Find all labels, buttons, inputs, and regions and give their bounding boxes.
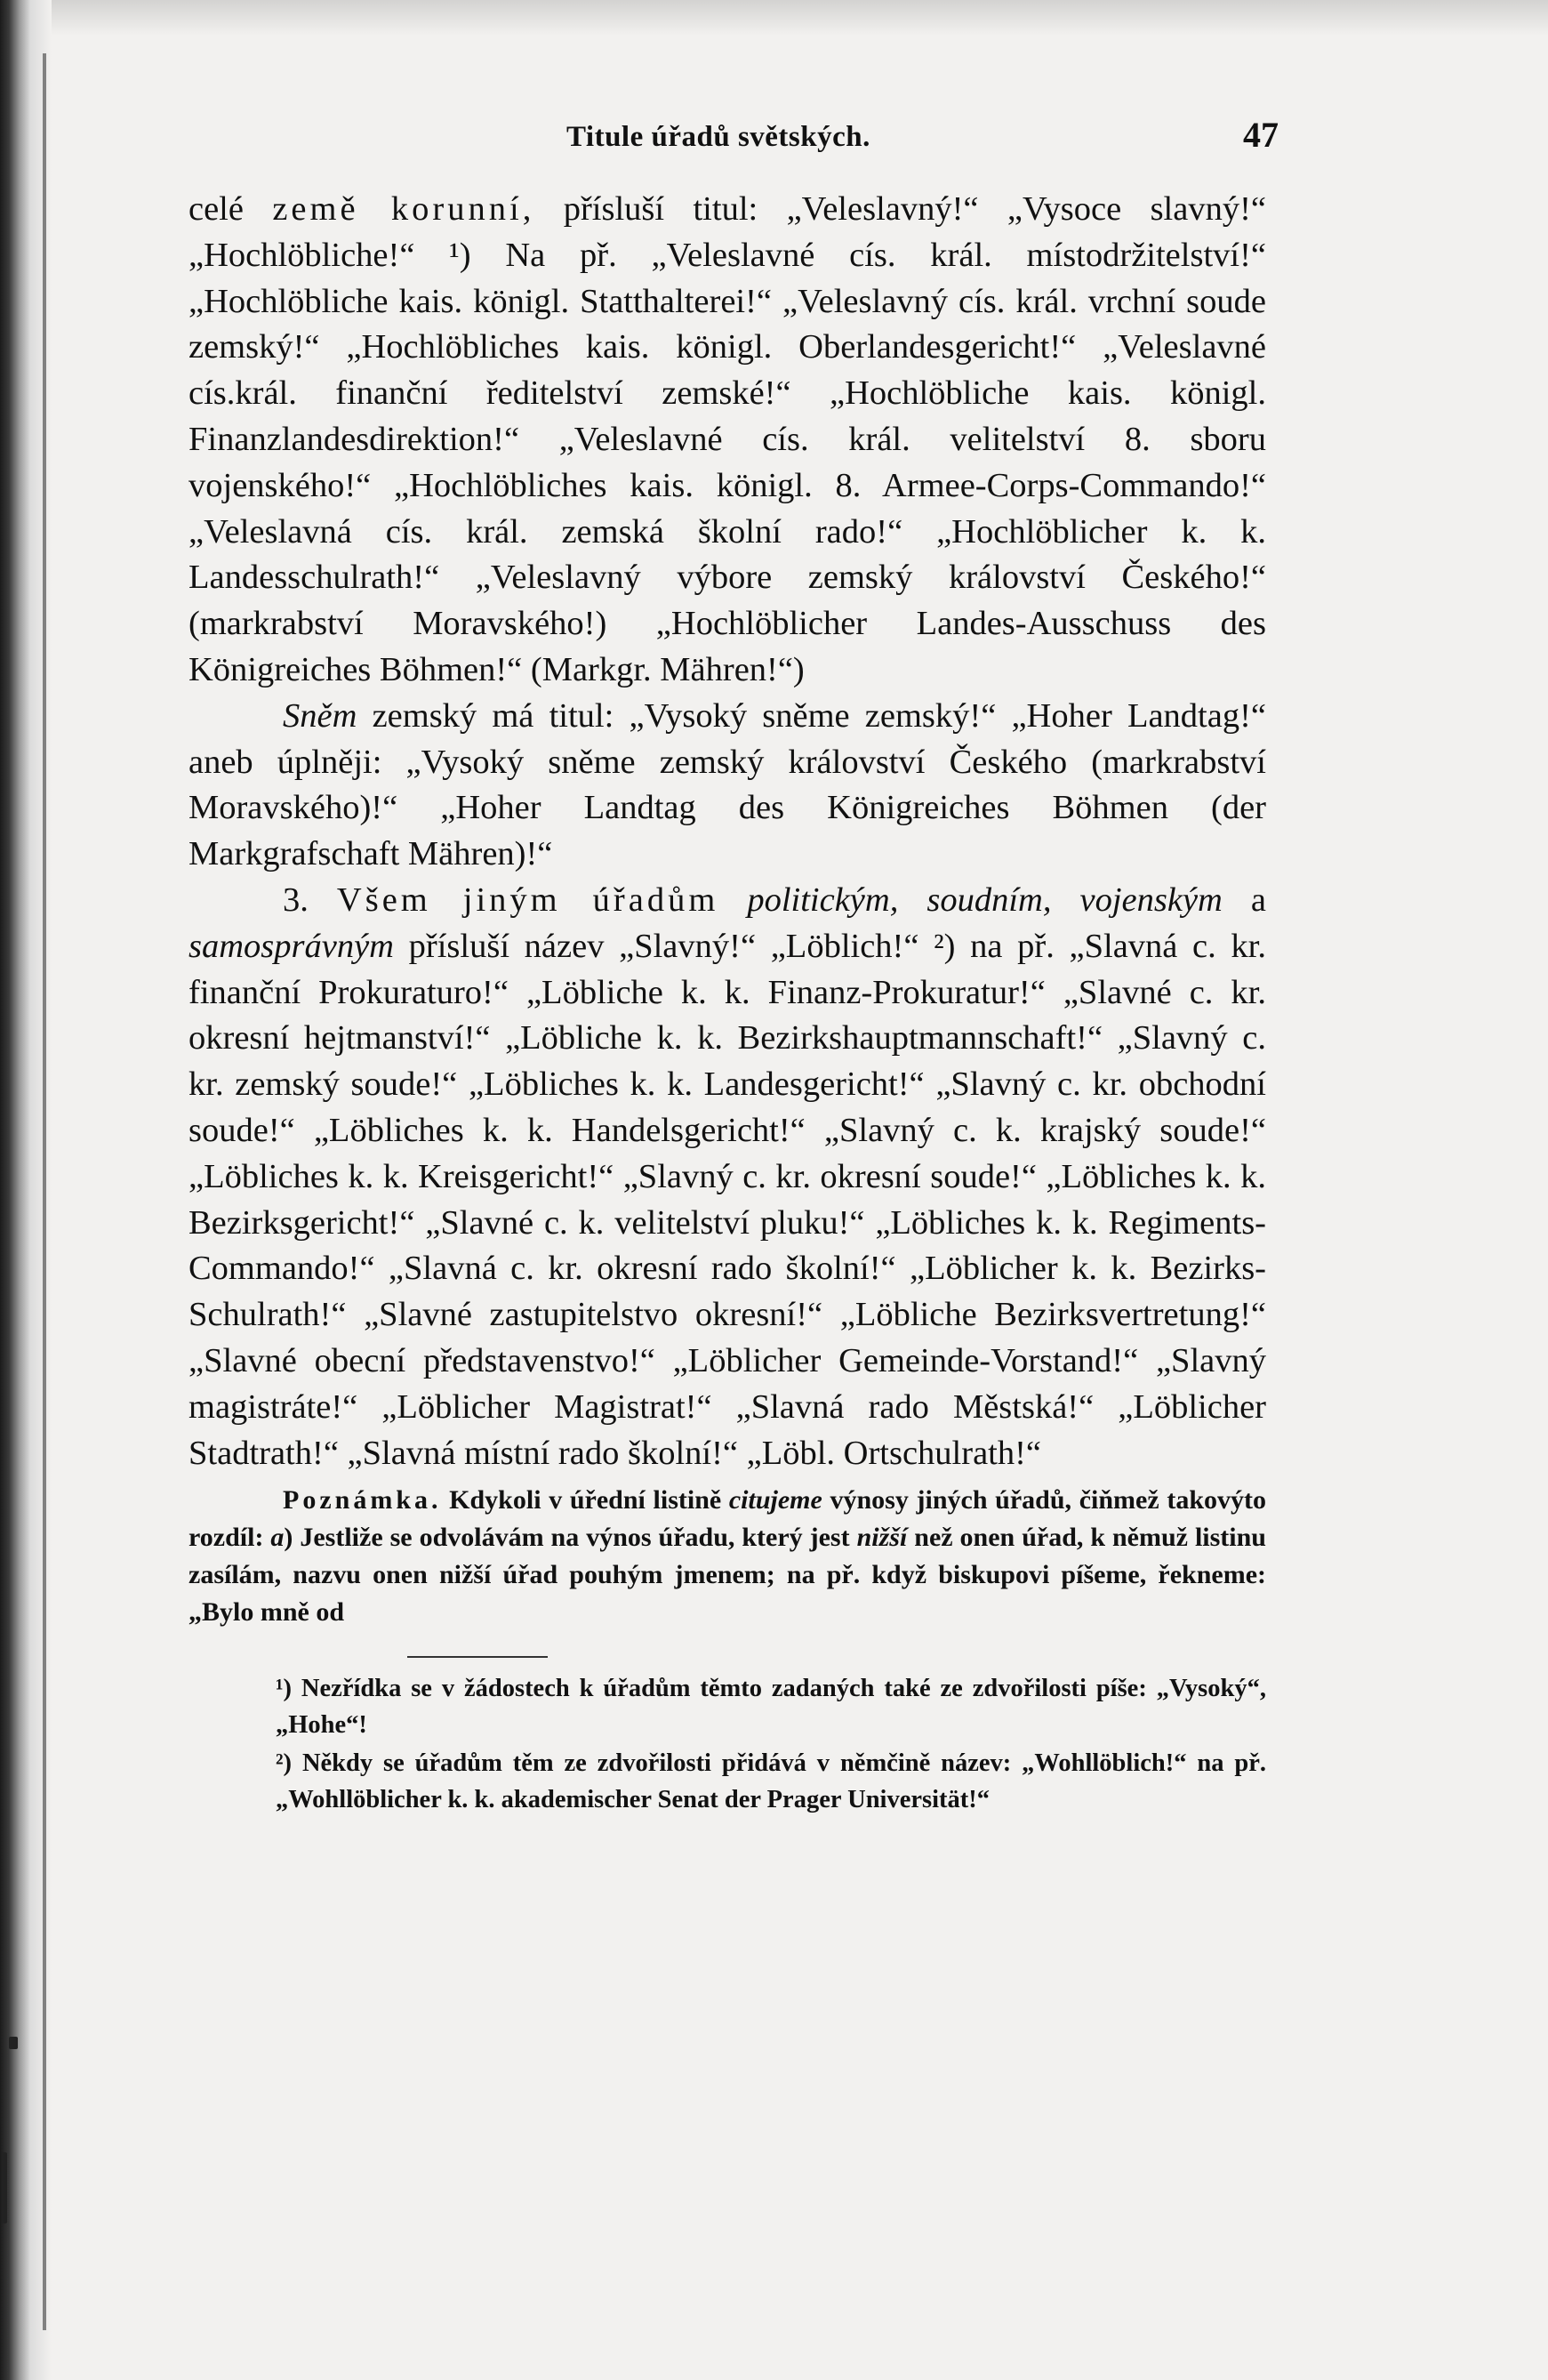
scan-top-shade: [0, 0, 1548, 36]
page-header: [188, 114, 1279, 167]
note-label: Poznámka.: [283, 1485, 442, 1516]
footnote-mark: ²): [276, 1749, 293, 1778]
paragraph-1-text: přísluší titul: „Veleslavný!“ „Vysoce slavný!“ „Hochlöbliche!“ ¹) Na př. „Veleslavné cís. král. místodržitelství!“ „Hochlöbliche kais. königl. Statthalterei!“ „Veleslavný cís. král. vrchní soude zemský!“ „Hochlöbliches kais. königl. Oberlandesgericht!“ „Veleslavné cís.král. finanční ředitelství zemské!“ „Hochlöbliche kais. königl. Finanzlandesdirektion!“ „Veleslavné cís. král. velitelství 8. sboru vojenského!“ „Hochlöbliches kais. königl. 8. Armee-Corps-Commando!“ „Veleslavná cís. král. zemská školní rado!“ „Hochlöblicher k. k. Landesschulrath!“ „Veleslavný výbore zemský království Českého!“ (markrabství Moravského!) „Hochlöblicher Landes-Ausschuss des Königreiches Böhmen!“ (Markgr. Mähren!“): [188, 190, 1266, 688]
paragraph-3-conjunction: a: [1222, 880, 1266, 919]
note-text: Kdykoli v úřední listině: [441, 1485, 729, 1516]
paragraph-2-text: zemský má titul: „Vysoký sněme zemský!“ „Hoher Landtag!“ aneb úplněji: „Vysoký sněme zemský království Českého (markrabství Moravského)!“ „Hoher Landtag des Königreiches Böhmen (der Markgrafschaft Mähren)!“: [188, 696, 1266, 873]
footnote-2: [276, 1745, 1266, 1818]
footnote-1: [276, 1670, 1266, 1743]
footnote-text: Někdy se úřadům těm ze zdvořilosti přidává v němčině název: „Wohllöblich!“ na př. „Wohllöblicher k. k. akademischer Senat der Prager Universität!“: [276, 1749, 1266, 1814]
footnote-divider: [407, 1656, 548, 1658]
paragraph-3-text: přísluší název „Slavný!“ „Löblich!“ ²) na př. „Slavná c. kr. finanční Prokuraturo!“ „Löbliche k. k. Finanz-Prokuratur!“ „Slavné c. kr. okresní hejtmanství!“ „Löbliche k. k. Bezirkshauptmannschaft!“ „Slavný c. kr. zemský soude!“ „Löbliches k. k. Landesgericht!“ „Slavný c. kr. obchodní soude!“ „Löbliches k. k. Handelsgericht!“ „Slavný c. k. krajský soude!“ „Löbliches k. k. Kreisgericht!“ „Slavný c. kr. okresní soude!“ „Löbliches k. k. Bezirksgericht!“ „Slavné c. k. velitelství pluku!“ „Löbliches k. k. Regiments-Commando!“ „Slavná c. kr. okresní rado školní!“ „Löblicher k. k. Bezirks-Schulrath!“ „Slavné zastupitelstvo okresní!“ „Löbliche Bezirksvertretung!“ „Slavné obecní představenstvo!“ „Löblicher Gemeinde-Vorstand!“ „Slavný magistráte!“ „Löblicher Magistrat!“ „Slavná rado Městská!“ „Löblicher Stadtrath!“ „Slavná místní rado školní!“ „Löbl. Ortschulrath!“: [188, 927, 1266, 1472]
paragraph-2: [188, 694, 1266, 878]
paragraph-1-spaced: země korunní,: [272, 190, 535, 228]
footnote-mark: ¹): [276, 1675, 293, 1703]
paragraph-3-number: 3.: [283, 880, 337, 919]
page-number: 47: [1243, 115, 1279, 155]
paragraph-2-emphasis: Sněm: [283, 696, 357, 735]
note-text: výnosy jiných úřadů, čiňmež takovýto rozdíl:: [188, 1485, 1266, 1553]
note-emphasis: nižší: [856, 1523, 908, 1553]
note-text: ) Jestliže se odvolávám na výnos úřadu, který jest: [284, 1523, 857, 1553]
paragraph-3-spaced: Všem jiným úřadům: [336, 880, 719, 919]
running-title: Titule úřadů světských.: [566, 121, 870, 153]
note-emphasis: a: [270, 1523, 285, 1553]
scan-line: [43, 53, 46, 2330]
paragraph-3-emphasis: politickým, soudním, vojenským: [718, 880, 1223, 919]
paragraph-3-emphasis-2: samosprávným: [188, 927, 394, 965]
note-emphasis: citujeme: [728, 1485, 822, 1516]
paragraph-1-start: celé: [188, 190, 273, 228]
scan-speck: [2, 2152, 7, 2223]
note-text: než onen úřad, k němuž listinu zasílám, nazvu onen nižší úřad pouhým jmenem; na př. když biskupovi píšeme, řekneme: „Bylo mně od: [188, 1523, 1266, 1628]
body-text: [188, 187, 1266, 1476]
footnote-text: Nezřídka se v žádostech k úřadům těmto zadaných také ze zdvořilosti píše: „Vysoký“, „Hohe“!: [276, 1675, 1266, 1740]
paragraph-1: [188, 187, 1266, 694]
book-page: [188, 114, 1279, 1818]
scan-speck: [9, 2037, 18, 2049]
note-paragraph: [188, 1482, 1266, 1631]
paragraph-3: [188, 878, 1266, 1476]
